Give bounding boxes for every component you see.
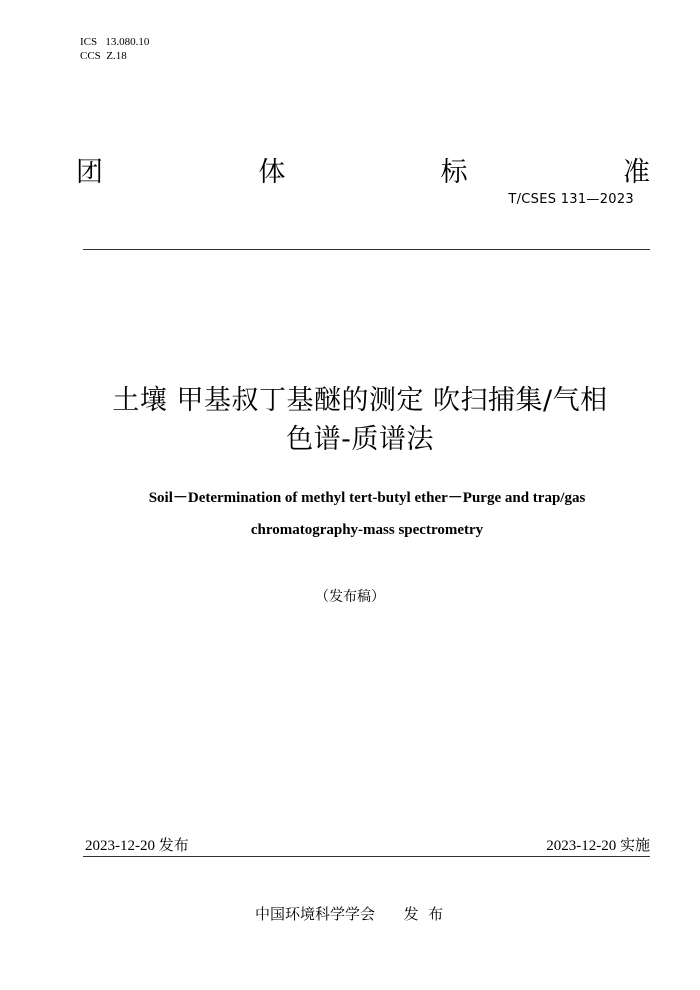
standard-type-heading (76, 156, 650, 190)
ics-code: ICS 13.080.10 (80, 36, 150, 48)
standard-type-char-4: 准 (622, 157, 650, 188)
draft-label: （发布稿） (315, 589, 385, 605)
standard-type-char-2: 体 (258, 157, 286, 188)
publish-date: 2023-12-20 发布 (85, 838, 189, 854)
standard-number: T/CSES 131—2023 (508, 192, 634, 207)
english-title (90, 482, 644, 546)
top-divider (83, 249, 650, 250)
english-title-line-1: Soil－Determination of methyl tert-butyl ether－Purge and trap/gas (148, 490, 586, 506)
english-title-line-2: chromatography-mass spectrometry (250, 522, 484, 538)
bottom-divider (83, 856, 650, 857)
chinese-title-line-1: 土壤 甲基叔丁基醚的测定 吹扫捕集/气相 (112, 385, 608, 416)
chinese-title-line-2: 色谱-质谱法 (286, 424, 434, 455)
standard-type-char-1: 团 (76, 157, 103, 188)
issuing-organization: 中国环境科学学会 发 布 (255, 905, 444, 923)
ccs-code: CCS Z.18 (80, 50, 127, 62)
standard-type-char-3: 标 (440, 157, 468, 188)
implementation-date: 2023-12-20 实施 (546, 838, 650, 854)
chinese-title (60, 381, 660, 459)
